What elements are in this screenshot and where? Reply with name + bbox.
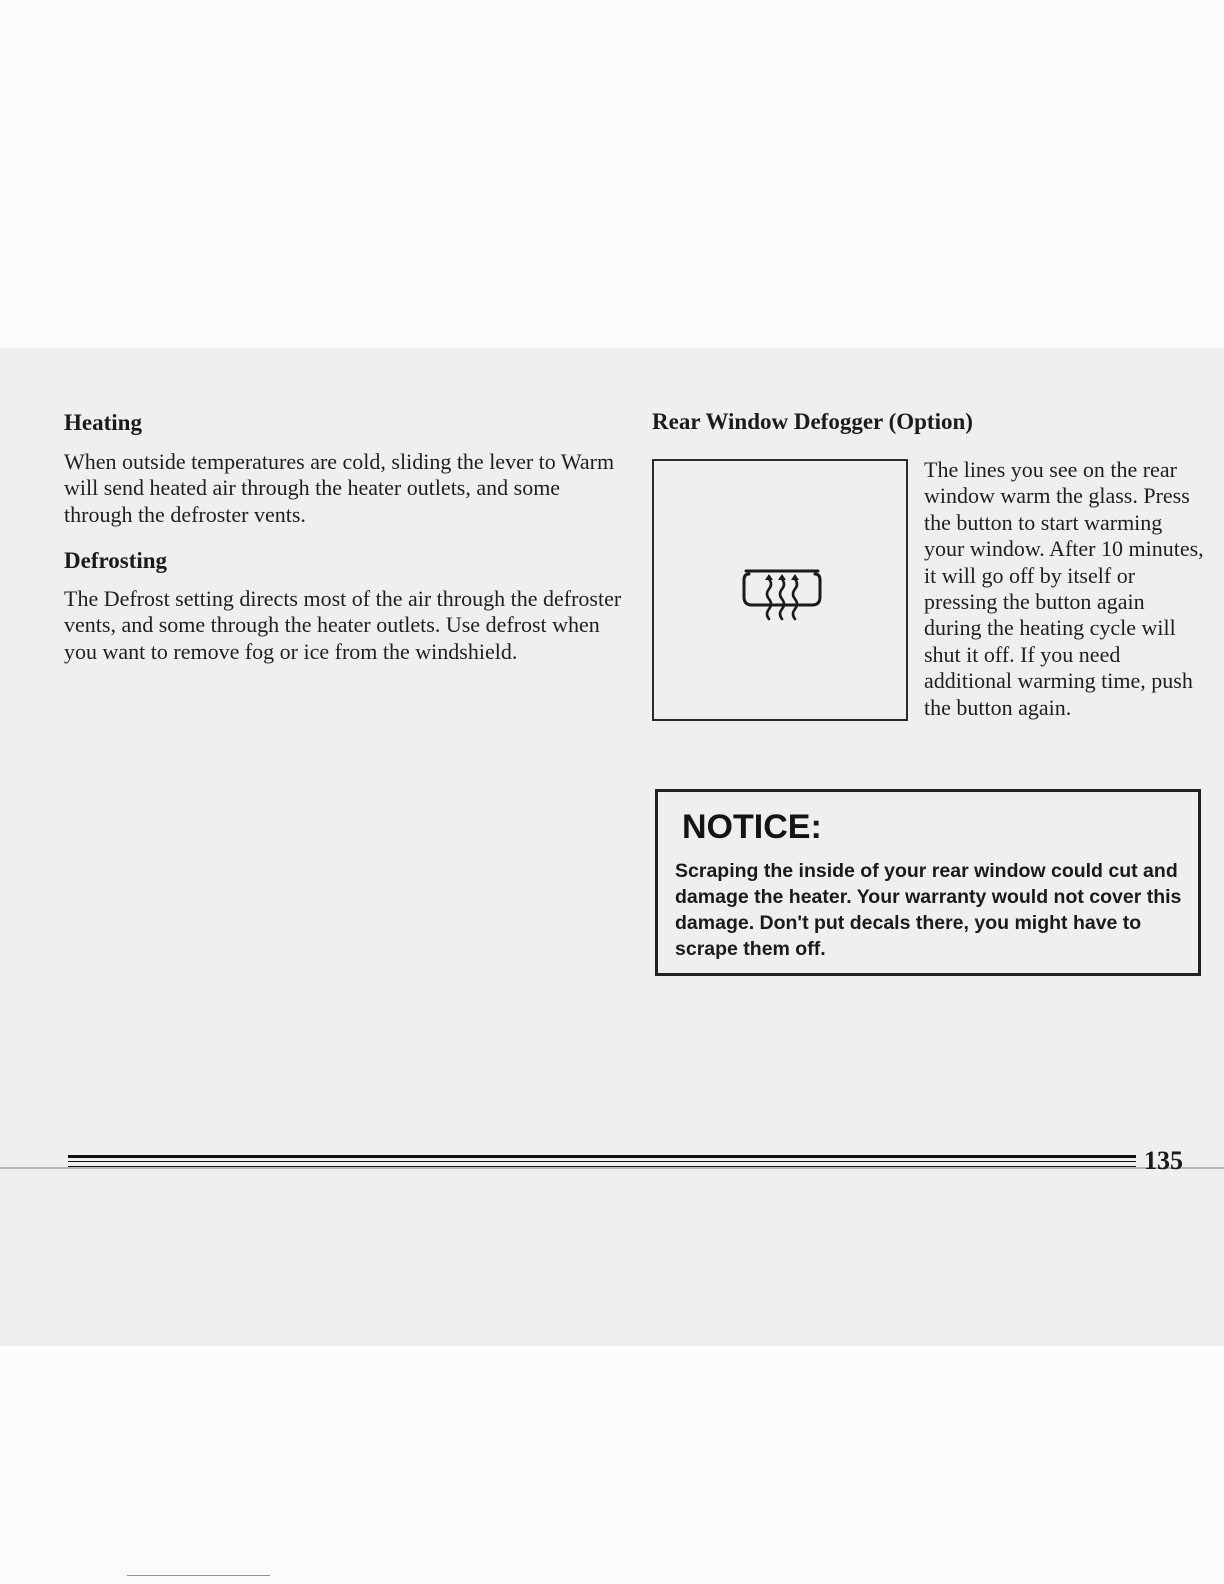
footer-rule-thick bbox=[68, 1155, 1136, 1158]
footer-rule-thin bbox=[68, 1161, 1136, 1162]
defrosting-heading: Defrosting bbox=[64, 548, 168, 573]
defogger-figure bbox=[652, 459, 908, 721]
defrosting-paragraph: The Defrost setting directs most of the air through the defroster vents, and some through the heater outlets. Use defrost when you want to remove fog or ice from the windshield. bbox=[64, 586, 622, 664]
notice-title: NOTICE: bbox=[682, 808, 822, 846]
heating-heading: Heating bbox=[64, 410, 142, 435]
page-number: 135 bbox=[1144, 1146, 1183, 1175]
notice-box bbox=[655, 789, 1201, 976]
heating-paragraph: When outside temperatures are cold, sliding the lever to Warm will send heated air through the heater outlets, and some through the defroster vents. bbox=[64, 449, 615, 527]
footer-rule-thin bbox=[68, 1166, 1136, 1167]
rear-defogger-icon bbox=[742, 563, 822, 625]
defogger-heading: Rear Window Defogger (Option) bbox=[652, 409, 973, 434]
defogger-paragraph: The lines you see on the rear window warm the glass. Press the button to start warming your window. After 10 minutes, it will go off by itself or pressing the button again during the heating cycle will shut it off. If you need additional warming time, push the button again. bbox=[924, 457, 1204, 720]
notice-text: Scraping the inside of your rear window could cut and damage the heater. Your warranty would not cover this damage. Don't put decals there, you might have to scrape them off. bbox=[675, 860, 1182, 960]
band-bottom-edge bbox=[0, 1167, 1224, 1169]
scan-artifact-line bbox=[127, 1575, 270, 1576]
